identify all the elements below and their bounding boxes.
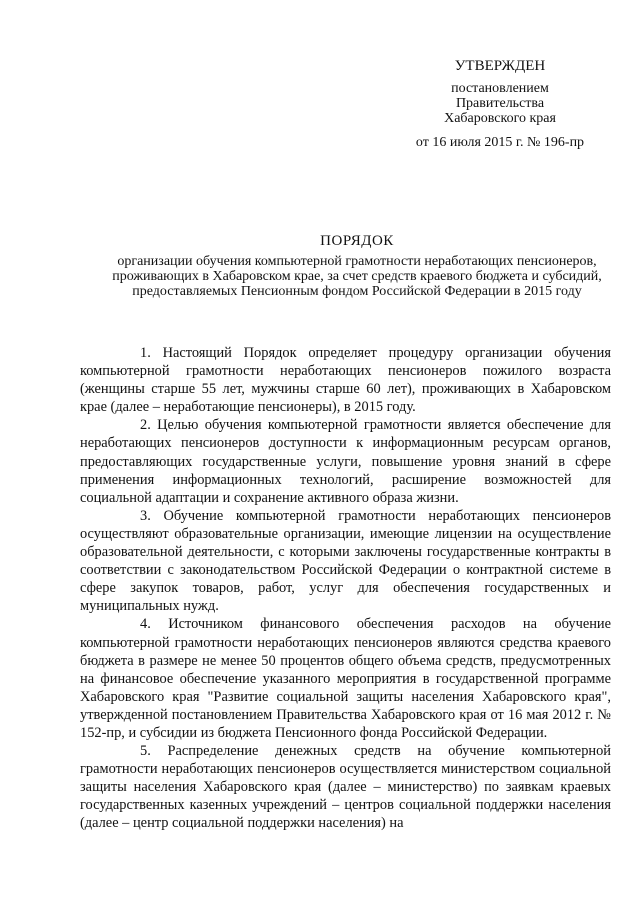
- approval-line-2: Правительства: [455, 96, 545, 111]
- document-subtitle: организации обучения компьютерной грамотности неработающих пенсионеров, проживающих в Хабаровском крае, за счет средств краевого бюджета и субсидий, предоставляемых Пенсионным фондом Российской Федерации в 2015 году: [112, 254, 602, 299]
- paragraph-2: 2. Целью обучения компьютерной грамотности является обеспечение для неработающих пенсионеров доступности к информационным ресурсам органов, предоставляющих государственные услуги, повышение уровня знаний в сфере применения информационных технологий, расширение возможностей для социальной адаптации и сохранение активного образа жизни.: [80, 417, 611, 506]
- document-title: ПОРЯДОК: [320, 233, 394, 249]
- approval-stamp: [380, 58, 620, 151]
- paragraph-4: 4. Источником финансового обеспечения расходов на обучение компьютерной грамотности неработающих пенсионеров являются средства краевого бюджета в размере не менее 50 процентов общего объема средств, предусмотренных на финансовое обеспечение указанного мероприятия в государственной программе Хабаровского края "Развитие социальной защиты населения Хабаровского края", утвержденной постановлением Правительства Хабаровского края от 16 мая 2012 г. № 152-пр, и субсидии из бюджета Пенсионного фонда Российской Федерации.: [80, 616, 611, 741]
- paragraph-1: 1. Настоящий Порядок определяет процедуру организации обучения компьютерной грамотности неработающих пенсионеров пожилого возраста (женщины старше 55 лет, мужчины старше 60 лет), проживающих в Хабаровском крае (далее – неработающие пенсионеры), в 2015 году.: [80, 345, 611, 416]
- document-body: [80, 344, 611, 833]
- approval-date: от 16 июля 2015 г. № 196-пр: [415, 135, 585, 150]
- approval-title: УТВЕРЖДЕН: [454, 58, 546, 74]
- paragraph-3: 3. Обучение компьютерной грамотности неработающих пенсионеров осуществляют образовательные организации, имеющие лицензии на осуществление образовательной деятельности, с которыми заключены государственные контракты в соответствии с законодательством Российской Федерации о контрактной системе в сфере закупок товаров, работ, услуг для обеспечения государственных и муниципальных нужд.: [80, 507, 611, 615]
- paragraph-5: 5. Распределение денежных средств на обучение компьютерной грамотности неработающих пенсионеров осуществляется министерством социальной защиты населения Хабаровского края (далее – министерство) по заявкам краевых государственных казенных учреждений – центров социальной поддержки населения (далее – центр социальной поддержки населения) на: [80, 743, 611, 832]
- approval-line-3: Хабаровского края: [444, 111, 556, 126]
- approval-line-1: постановлением: [451, 81, 549, 96]
